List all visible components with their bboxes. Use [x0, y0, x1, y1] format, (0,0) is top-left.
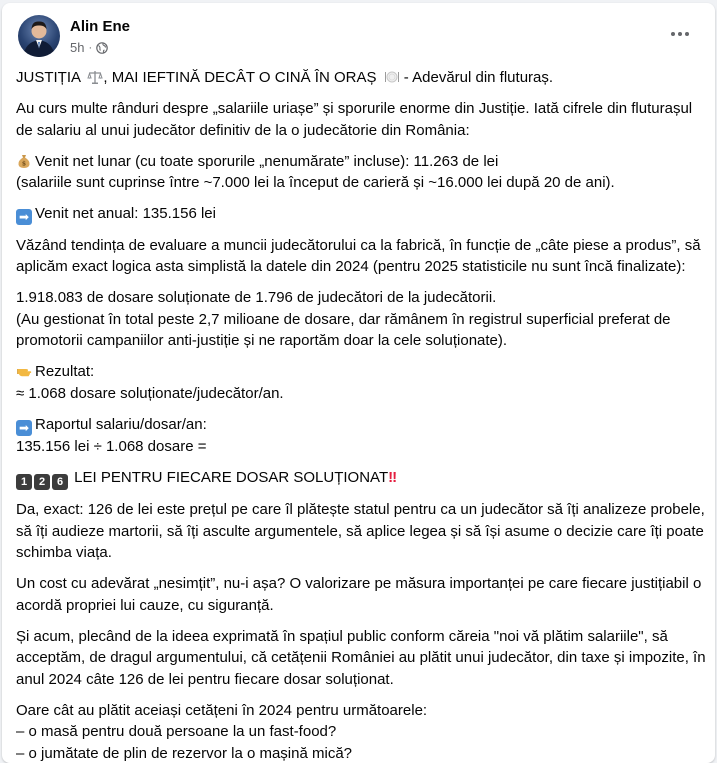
- si-acum-paragraph: Și acum, plecând de la ideea exprimată în spațiul public conform căreia "noi vă plătim salariile", să acceptăm, de dragul argumentului, că cetățenii României au plătit unui judecător, din taxe și impozite, în anul 2024 câte 126 de lei pentru fiecare dosar soluționat.: [16, 626, 706, 691]
- post-body: [16, 67, 706, 763]
- rezultat-value: ≈ 1.068 dosare soluționate/judecător/an.: [16, 385, 284, 402]
- lei-dosar-paragraph: [16, 467, 706, 490]
- post-header: [18, 15, 698, 59]
- title-part: JUSTIȚIA: [16, 69, 80, 86]
- post-meta: [70, 40, 108, 55]
- right-arrow-icon: ➡: [16, 420, 32, 436]
- intro-paragraph: Au curs multe rânduri despre „salariile uriașe” și sporurile enorme din Justiție. Iată cifrele din fluturașul de salariu al unui judecător definitiv de la o judecătorie din România:: [16, 98, 706, 141]
- double-exclamation-icon: !!: [388, 469, 396, 486]
- tendinta-paragraph: Văzând tendința de evaluare a muncii judecătorului ca la fabrică, în funcție de „câte piese a produs”, să aplicăm exact logica asta simplistă la datele din 2024 (pentru 2025 statisticile nu sunt încă finalizate):: [16, 235, 706, 278]
- venit-lunar-paragraph: [16, 151, 706, 194]
- dosare-text: 1.918.083 de dosare soluționate de 1.796 de judecători de la judecătorii.: [16, 289, 496, 306]
- venit-anual-text: Venit net anual: 135.156 lei: [35, 205, 216, 222]
- post-title-line: [16, 67, 706, 89]
- scales-icon: [87, 69, 103, 85]
- raport-formula: 135.156 lei ÷ 1.068 dosare =: [16, 438, 206, 455]
- author-name[interactable]: Alin Ene: [70, 18, 130, 35]
- money-bag-icon: [16, 153, 32, 169]
- keycap-6-icon: 6: [52, 474, 68, 490]
- dosare-note: (Au gestionat în total peste 2,7 milioane de dosare, dar rămânem în registrul superficial preferat de promotorii campaniilor anti-justiție și ne raportăm doar la cele soluționate).: [16, 311, 671, 350]
- plate-cutlery-icon: [384, 69, 400, 85]
- list-item: – o masă pentru două persoane la un fast-food?: [16, 723, 336, 740]
- dosare-paragraph: [16, 287, 706, 352]
- keycap-2-icon: 2: [34, 474, 50, 490]
- list-item: – o jumătate de plin de rezervor la o mașină mică?: [16, 745, 352, 762]
- cost-paragraph: Un cost cu adevărat „nesimțit”, nu-i așa? O valorizare pe măsura importanței pe care fiecare justițiabil o acordă propriei lui cauze, cu siguranță.: [16, 573, 706, 616]
- globe-icon[interactable]: [96, 42, 108, 54]
- salary-range-text: (salariile sunt cuprinse între ~7.000 lei la început de carieră și ~16.000 lei după 20 de ani).: [16, 174, 615, 191]
- venit-lunar-text: Venit net lunar (cu toate sporurile „nenumărate” incluse): 11.263 de lei: [35, 153, 498, 170]
- post-time[interactable]: 5h: [70, 40, 84, 55]
- post-card: [2, 3, 715, 763]
- rezultat-label: Rezultat:: [35, 363, 94, 380]
- pointing-hand-icon: [16, 363, 32, 379]
- more-options-icon[interactable]: [664, 23, 696, 45]
- raport-label: Raportul salariu/dosar/an:: [35, 416, 207, 433]
- meta-separator: ·: [88, 42, 92, 54]
- oare-paragraph: [16, 700, 706, 763]
- author-avatar[interactable]: [18, 15, 60, 57]
- venit-anual-paragraph: [16, 203, 706, 225]
- lei-dosar-text: LEI PENTRU FIECARE DOSAR SOLUȚIONAT: [70, 469, 388, 486]
- right-arrow-icon: ➡: [16, 209, 32, 225]
- svg-text:$: $: [22, 160, 26, 167]
- title-part: , MAI IEFTINĂ DECÂT O CINĂ ÎN ORAȘ: [103, 69, 376, 86]
- oare-question: Oare cât au plătit aceiași cetățeni în 2024 pentru următoarele:: [16, 702, 427, 719]
- keycap-1-icon: 1: [16, 474, 32, 490]
- title-part: - Adevărul din fluturaș.: [400, 69, 553, 86]
- da-exact-paragraph: Da, exact: 126 de lei este prețul pe care îl plătește statul pentru ca un judecător să îți analizeze probele, să îți audieze martorii, să îți asculte argumentele, să aplice legea și să își asume o decizie care îți poate schimba viața.: [16, 499, 706, 564]
- raport-paragraph: [16, 414, 706, 458]
- rezultat-paragraph: [16, 361, 706, 404]
